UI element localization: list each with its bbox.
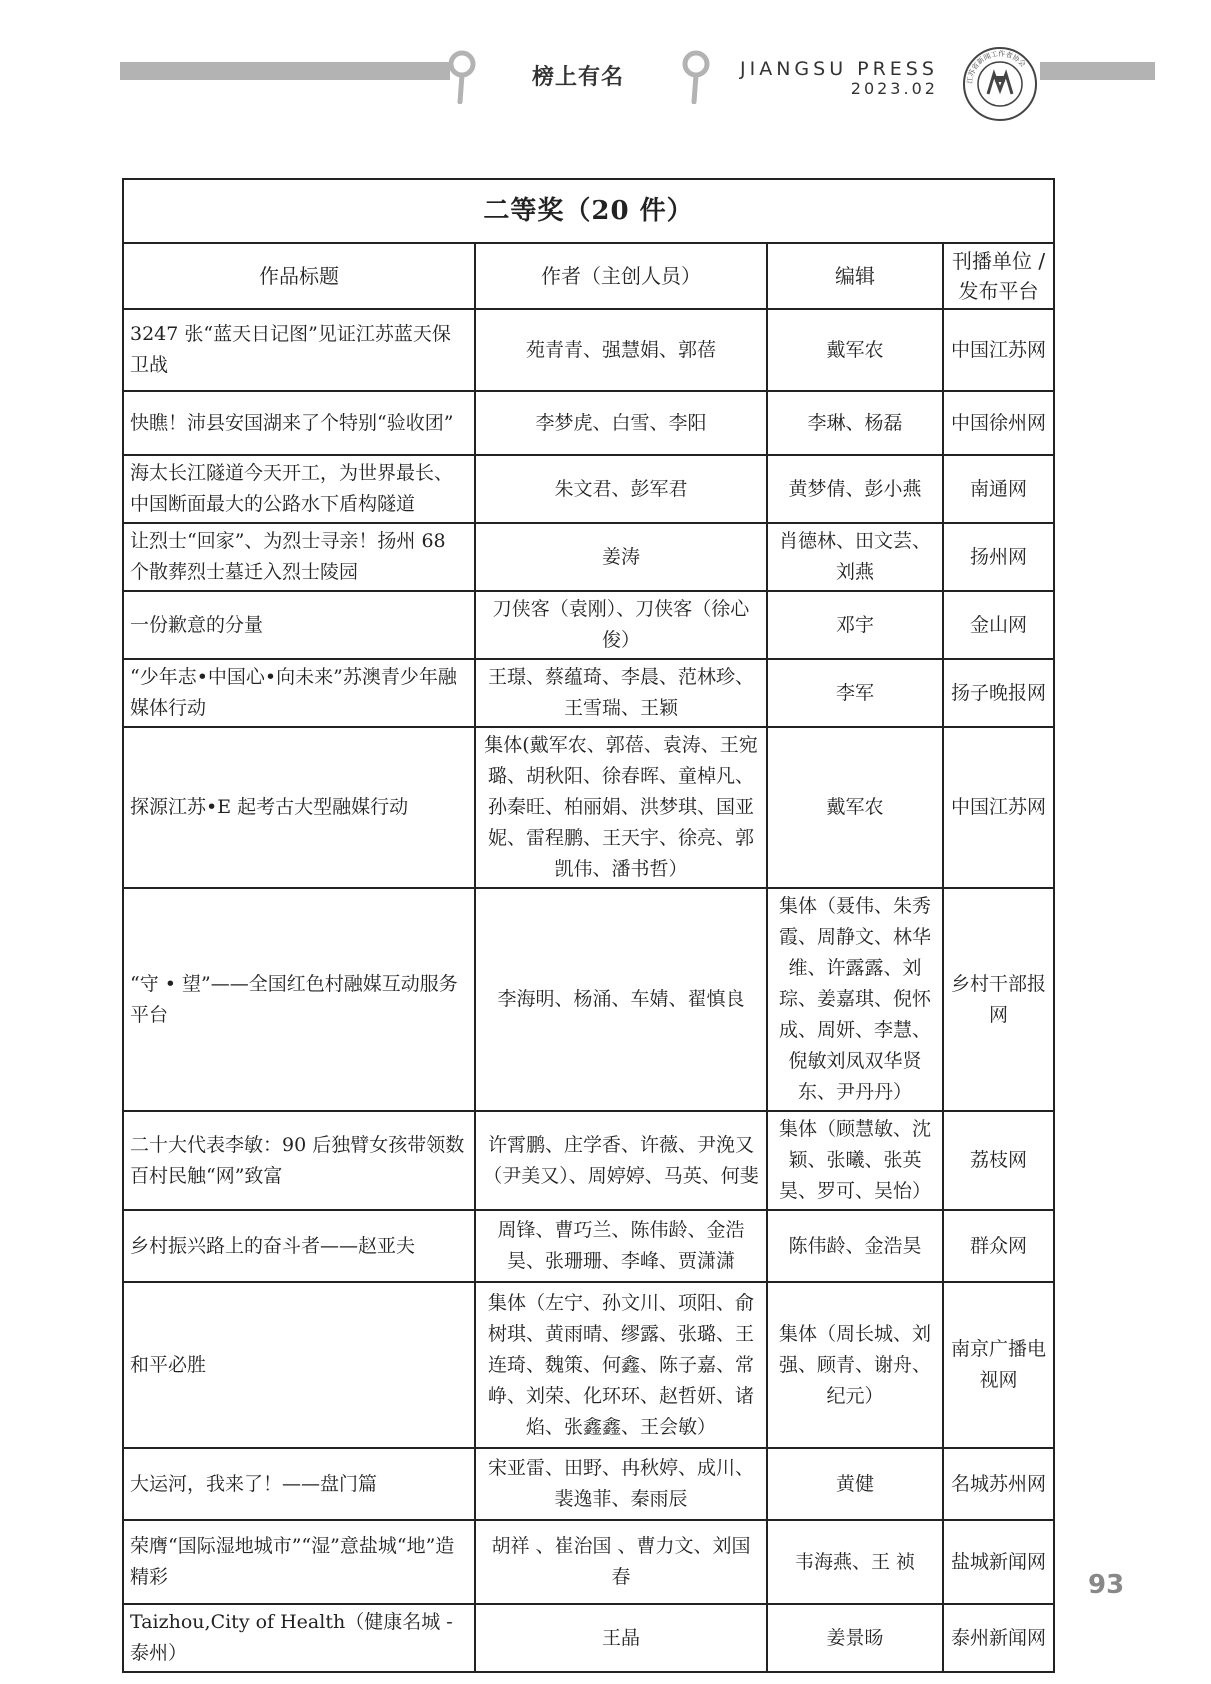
row-editor: 黄健 bbox=[767, 1448, 943, 1520]
row-author: 集体（左宁、孙文川、项阳、俞树琪、黄雨晴、缪露、张璐、王连琦、魏策、何鑫、陈子嘉、常峥、刘荣、化环环、赵哲妍、诸焰、张鑫鑫、王会敏） bbox=[475, 1282, 767, 1448]
magazine-masthead bbox=[740, 58, 938, 98]
row-editor: 戴军农 bbox=[767, 727, 943, 888]
row-author: 许霄鹏、庄学香、许薇、尹浼又（尹美又）、周婷婷、马英、何斐 bbox=[475, 1111, 767, 1210]
row-author: 集体(戴军农、郭蓓、袁涛、王宛璐、胡秋阳、徐春晖、童棹凡、孙秦旺、柏丽娟、洪梦琪、国亚妮、雷程鹏、王天宇、徐亮、郭凯伟、潘书哲） bbox=[475, 727, 767, 888]
row-author: 宋亚雷、田野、冉秋婷、成川、裴逸菲、秦雨辰 bbox=[475, 1448, 767, 1520]
row-outlet: 名城苏州网 bbox=[943, 1448, 1054, 1520]
row-author: 胡祥 、崔治国 、曹力文、刘国春 bbox=[475, 1520, 767, 1604]
column-header-author: 作者（主创人员） bbox=[475, 243, 767, 309]
row-title: 和平必胜 bbox=[123, 1282, 475, 1448]
row-editor: 陈伟龄、金浩昊 bbox=[767, 1210, 943, 1282]
column-header-editor: 编辑 bbox=[767, 243, 943, 309]
pin-icon bbox=[682, 50, 710, 104]
row-editor: 姜景旸 bbox=[767, 1604, 943, 1672]
row-author: 李梦虎、白雪、李阳 bbox=[475, 391, 767, 455]
page-number: 93 bbox=[1088, 1570, 1125, 1600]
table-header-row bbox=[123, 243, 1054, 309]
issue-number: 2023.02 bbox=[850, 79, 938, 98]
header-bar-left bbox=[120, 62, 450, 80]
row-outlet: 金山网 bbox=[943, 591, 1054, 659]
table-row bbox=[123, 523, 1054, 591]
row-outlet: 南京广播电视网 bbox=[943, 1282, 1054, 1448]
row-outlet: 泰州新闻网 bbox=[943, 1604, 1054, 1672]
table-row bbox=[123, 727, 1054, 888]
row-title: 让烈士“回家”、为烈士寻亲！扬州 68 个散葬烈士墓迁入烈士陵园 bbox=[123, 523, 475, 591]
section-title: 榜上有名 bbox=[532, 65, 625, 90]
table-row bbox=[123, 659, 1054, 727]
row-editor: 黄梦倩、彭小燕 bbox=[767, 455, 943, 523]
table-row bbox=[123, 391, 1054, 455]
row-title: 乡村振兴路上的奋斗者——赵亚夫 bbox=[123, 1210, 475, 1282]
row-title: 荣膺“国际湿地城市”“湿”意盐城“地”造精彩 bbox=[123, 1520, 475, 1604]
pin-icon bbox=[448, 50, 476, 104]
row-author: 李海明、杨涌、车婧、翟慎良 bbox=[475, 888, 767, 1111]
table-row bbox=[123, 888, 1054, 1111]
row-editor: 李军 bbox=[767, 659, 943, 727]
row-title: 一份歉意的分量 bbox=[123, 591, 475, 659]
table-row bbox=[123, 1111, 1054, 1210]
row-editor: 集体（聂伟、朱秀霞、周静文、林华维、许露露、刘琮、姜嘉琪、倪怀成、周妍、李慧、倪敏刘凤双华贤东、尹丹丹） bbox=[767, 888, 943, 1111]
row-author: 苑青青、强慧娟、郭蓓 bbox=[475, 309, 767, 391]
row-title: “少年志•中国心•向未来”苏澳青少年融媒体行动 bbox=[123, 659, 475, 727]
row-author: 周锋、曹巧兰、陈伟龄、金浩昊、张珊珊、李峰、贾潇潇 bbox=[475, 1210, 767, 1282]
row-outlet: 扬子晚报网 bbox=[943, 659, 1054, 727]
awards-table bbox=[122, 178, 1055, 1673]
magazine-name: JIANGSU PRESS bbox=[740, 58, 938, 80]
table-caption: 二等奖（20 件） bbox=[123, 179, 1054, 243]
row-outlet: 乡村干部报网 bbox=[943, 888, 1054, 1111]
table-row bbox=[123, 455, 1054, 523]
row-editor: 集体（周长城、刘强、顾青、谢舟、纪元） bbox=[767, 1282, 943, 1448]
row-title: 二十大代表李敏：90 后独臂女孩带领数百村民触“网”致富 bbox=[123, 1111, 475, 1210]
header-bar-right bbox=[1040, 62, 1155, 80]
column-header-outlet: 刊播单位 / 发布平台 bbox=[943, 243, 1054, 309]
row-editor: 戴军农 bbox=[767, 309, 943, 391]
table-row bbox=[123, 1210, 1054, 1282]
row-outlet: 荔枝网 bbox=[943, 1111, 1054, 1210]
table-row bbox=[123, 309, 1054, 391]
row-title: 大运河，我来了！——盘门篇 bbox=[123, 1448, 475, 1520]
row-outlet: 中国江苏网 bbox=[943, 309, 1054, 391]
table-row bbox=[123, 591, 1054, 659]
table-row bbox=[123, 1282, 1054, 1448]
row-author: 王晶 bbox=[475, 1604, 767, 1672]
row-author: 朱文君、彭军君 bbox=[475, 455, 767, 523]
row-outlet: 扬州网 bbox=[943, 523, 1054, 591]
association-seal-icon bbox=[962, 46, 1038, 122]
table-caption-row bbox=[123, 179, 1054, 243]
table-row bbox=[123, 1448, 1054, 1520]
row-outlet: 中国徐州网 bbox=[943, 391, 1054, 455]
row-author: 刀侠客（袁刚）、刀侠客（徐心俊） bbox=[475, 591, 767, 659]
row-author: 王璟、蔡蕴琦、李晨、范林珍、王雪瑞、王颖 bbox=[475, 659, 767, 727]
row-title: “守 • 望”——全国红色村融媒互动服务平台 bbox=[123, 888, 475, 1111]
row-title: 快瞧！沛县安国湖来了个特别“验收团” bbox=[123, 391, 475, 455]
svg-text:江苏省新闻工作者协会: 江苏省新闻工作者协会 bbox=[965, 49, 1027, 85]
row-editor: 李琳、杨磊 bbox=[767, 391, 943, 455]
row-title: 探源江苏•E 起考古大型融媒行动 bbox=[123, 727, 475, 888]
row-title: 海太长江隧道今天开工，为世界最长、中国断面最大的公路水下盾构隧道 bbox=[123, 455, 475, 523]
column-header-title: 作品标题 bbox=[123, 243, 475, 309]
row-editor: 韦海燕、王 祯 bbox=[767, 1520, 943, 1604]
row-outlet: 南通网 bbox=[943, 455, 1054, 523]
row-editor: 肖德林、田文芸、刘燕 bbox=[767, 523, 943, 591]
row-title: 3247 张“蓝天日记图”见证江苏蓝天保卫战 bbox=[123, 309, 475, 391]
row-outlet: 盐城新闻网 bbox=[943, 1520, 1054, 1604]
row-author: 姜涛 bbox=[475, 523, 767, 591]
row-outlet: 中国江苏网 bbox=[943, 727, 1054, 888]
row-editor: 邓宇 bbox=[767, 591, 943, 659]
row-editor: 集体（顾慧敏、沈颖、张曦、张英昊、罗可、吴怡） bbox=[767, 1111, 943, 1210]
row-title: Taizhou,City of Health（健康名城 - 泰州） bbox=[123, 1604, 475, 1672]
table-row bbox=[123, 1604, 1054, 1672]
row-outlet: 群众网 bbox=[943, 1210, 1054, 1282]
table-row bbox=[123, 1520, 1054, 1604]
